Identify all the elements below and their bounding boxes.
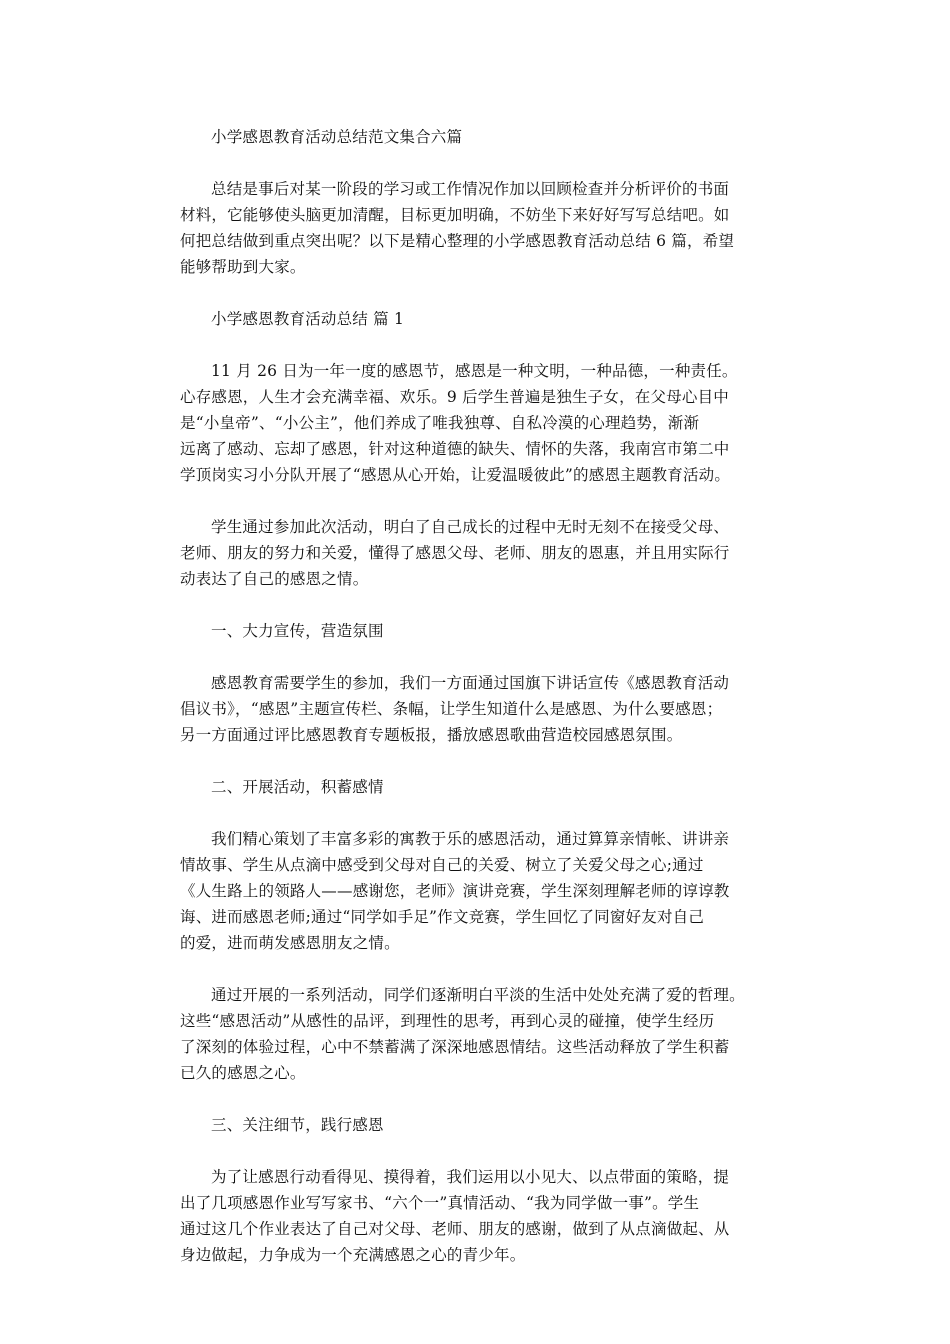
- paragraph-line: 动表达了自己的感恩之情。: [180, 570, 369, 588]
- intro-paragraph: [180, 176, 772, 280]
- paragraph-line: 为了让感恩行动看得见、摸得着，我们运用以小见大、以点带面的策略，提: [211, 1168, 730, 1186]
- paragraph-line: 的爱，进而萌发感恩朋友之情。: [180, 934, 400, 952]
- paragraph-line: 是“小皇帝”、“小公主”，他们养成了唯我独尊、自私冷漠的心理趋势，渐渐: [180, 414, 700, 432]
- heading-2: 二、开展活动，积蓄感情: [211, 778, 384, 796]
- paragraph-line: 这些“感恩活动”从感性的品评，到理性的思考，再到心灵的碰撞，使学生经历: [180, 1012, 715, 1030]
- paragraph-line: 总结是事后对某一阶段的学习或工作情况作加以回顾检查并分析评价的书面: [211, 180, 730, 198]
- paragraph-line: 身边做起，力争成为一个充满感恩之心的青少年。: [180, 1246, 526, 1264]
- paragraph-line: 老师、朋友的努力和关爱，懂得了感恩父母、老师、朋友的恩惠，并且用实际行: [180, 544, 730, 562]
- paragraph-line: 《人生路上的领路人——感谢您，老师》演讲竞赛，学生深刻理解老师的谆谆教: [180, 882, 730, 900]
- paragraph-4: [180, 826, 772, 956]
- paragraph-5: [180, 982, 772, 1086]
- document-body: [180, 124, 772, 1268]
- paragraph-line: 远离了感动、忘却了感恩，针对这种道德的缺失、情怀的失落，我南宫市第二中: [180, 440, 730, 458]
- paragraph-line: 通过这几个作业表达了自己对父母、老师、朋友的感谢，做到了从点滴做起、从: [180, 1220, 730, 1238]
- paragraph-line: 倡议书》，“感恩”主题宣传栏、条幅，让学生知道什么是感恩、为什么要感恩；: [180, 700, 723, 718]
- paragraph-line: 情故事、学生从点滴中感受到父母对自己的关爱、树立了关爱父母之心;通过: [180, 856, 704, 874]
- paragraph-line: 11 月 26 日为一年一度的感恩节，感恩是一种文明，一种品德，一种责任。: [211, 362, 738, 380]
- paragraph-line: 何把总结做到重点突出呢？以下是精心整理的小学感恩教育活动总结 6 篇，希望: [180, 232, 735, 250]
- paragraph-line: 材料，它能够使头脑更加清醒，目标更加明确，不妨坐下来好好写写总结吧。如: [180, 206, 730, 224]
- paragraph-line: 学顶岗实习小分队开展了“感恩从心开始，让爱温暖彼此”的感恩主题教育活动。: [180, 466, 731, 484]
- paragraph-line: 了深刻的体验过程，心中不禁蓄满了深深地感恩情结。这些活动释放了学生积蓄: [180, 1038, 730, 1056]
- paragraph-line: 感恩教育需要学生的参加，我们一方面通过国旗下讲话宣传《感恩教育活动: [211, 674, 730, 692]
- paragraph-1: [180, 358, 772, 488]
- paragraph-line: 通过开展的一系列活动，同学们逐渐明白平淡的生活中处处充满了爱的哲理。: [211, 986, 745, 1004]
- paragraph-2: [180, 514, 772, 592]
- paragraph-line: 能够帮助到大家。: [180, 258, 306, 276]
- section-title: 小学感恩教育活动总结 篇 1: [211, 310, 405, 328]
- paragraph-3: [180, 670, 772, 748]
- paragraph-line: 学生通过参加此次活动，明白了自己成长的过程中无时无刻不在接受父母、: [211, 518, 730, 536]
- paragraph-line: 我们精心策划了丰富多彩的寓教于乐的感恩活动，通过算算亲情帐、讲讲亲: [211, 830, 730, 848]
- document-title: 小学感恩教育活动总结范文集合六篇: [211, 128, 463, 146]
- heading-1: 一、大力宣传，营造氛围: [211, 622, 384, 640]
- paragraph-6: [180, 1164, 772, 1268]
- paragraph-line: 诲、进而感恩老师;通过“同学如手足”作文竞赛，学生回忆了同窗好友对自己: [180, 908, 705, 926]
- paragraph-line: 心存感恩，人生才会充满幸福、欢乐。9 后学生普遍是独生子女，在父母心目中: [180, 388, 729, 406]
- paragraph-line: 另一方面通过评比感恩教育专题板报，播放感恩歌曲营造校园感恩氛围。: [180, 726, 683, 744]
- paragraph-line: 已久的感恩之心。: [180, 1064, 306, 1082]
- heading-3: 三、关注细节，践行感恩: [211, 1116, 384, 1134]
- paragraph-line: 出了几项感恩作业写写家书、“六个一”真情活动、“我为同学做一事”。学生: [180, 1194, 700, 1212]
